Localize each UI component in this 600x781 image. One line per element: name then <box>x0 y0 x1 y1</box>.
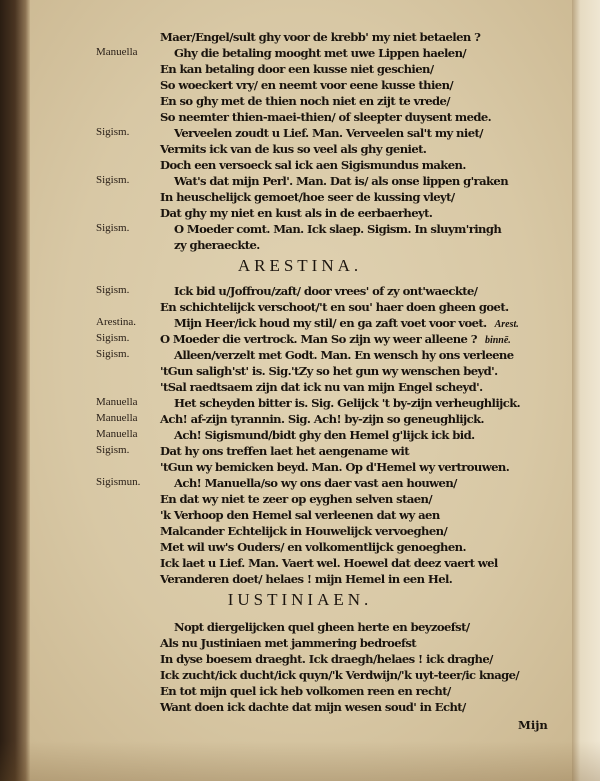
verse-text: O Moeder die vertrock. Man So zijn wy weer alleene ? <box>160 332 477 346</box>
verse-line <box>0 682 600 698</box>
verse-body <box>160 458 509 475</box>
verse-text: Nopt diergelijcken quel gheen herte en beyzoefst/ <box>174 620 470 634</box>
verse-body <box>174 220 501 237</box>
verse-text: Met wil uw's Ouders/ en volkomentlijck genoeghen. <box>160 540 466 554</box>
catchword: Mijn <box>518 718 548 732</box>
verse-text: 'tGun wy bemicken beyd. Man. Op d'Hemel wy vertrouwen. <box>160 460 510 474</box>
verse-body <box>174 474 457 491</box>
verse-body <box>160 188 455 205</box>
verse-body <box>160 378 483 395</box>
verse-line <box>0 634 600 650</box>
verse-text: In heuschelijck gemoet/hoe seer de kussing vleyt/ <box>160 190 455 204</box>
verse-line <box>0 394 600 410</box>
verse-line <box>0 92 600 108</box>
dialogue-block-arestina <box>0 282 600 586</box>
verse-text: Ick bid u/Joffrou/zaft/ door vrees' of zy ont'waeckte/ <box>174 284 478 298</box>
verse-body <box>174 236 260 253</box>
verse-line <box>0 362 600 378</box>
verse-body <box>174 346 514 363</box>
verse-body <box>160 570 452 587</box>
verse-body <box>160 92 450 109</box>
verse-text: Ick zucht/ick ducht/ick quyn/'k Verdwijn/'k uyt-teer/ic knage/ <box>160 668 520 682</box>
heading-iustiniaen: IUSTINIAEN. <box>227 590 373 609</box>
speaker-name: Sigism. <box>96 348 130 360</box>
verse-body <box>174 282 477 299</box>
verse-body <box>160 666 519 683</box>
verse-text: Alleen/verzelt met Godt. Man. En wensch hy ons verleene <box>174 348 514 362</box>
verse-body <box>160 538 466 555</box>
verse-line <box>0 204 600 220</box>
verse-text: Verveelen zoudt u Lief. Man. Verveelen sal't my niet/ <box>174 126 483 140</box>
verse-body <box>160 522 447 539</box>
speaker-name: Manuella <box>96 412 138 424</box>
verse-text: Ghy die betaling mooght met uwe Lippen haelen/ <box>174 46 467 60</box>
verse-body <box>160 442 409 459</box>
verse-body <box>160 298 509 315</box>
verse-line <box>0 124 600 140</box>
speaker-name: Sigism. <box>96 444 130 456</box>
speaker-name: Sigism. <box>96 126 130 138</box>
verse-body <box>160 204 432 221</box>
verse-line <box>0 650 600 666</box>
verse-body <box>160 140 426 157</box>
verse-line <box>0 188 600 204</box>
verse-line <box>0 410 600 426</box>
speaker-name: Sigism. <box>96 222 130 234</box>
verse-line <box>0 522 600 538</box>
verse-text: O Moeder comt. Man. Ick slaep. Sigism. In sluym'ringh <box>174 222 502 236</box>
verse-line <box>0 426 600 442</box>
verse-text: En tot mijn quel ick heb volkomen reen en recht/ <box>160 684 451 698</box>
verse-line <box>0 108 600 124</box>
verse-line <box>0 28 600 44</box>
verse-text: Vermits ick van de kus so veel als ghy geniet. <box>160 142 427 156</box>
verse-body <box>160 362 498 379</box>
verse-text: Malcander Echtelijck in Houwelijck vervoeghen/ <box>160 524 448 538</box>
speaker-name: Sigismun. <box>96 476 141 488</box>
verse-text: Want doen ick dachte dat mijn wesen soud' in Echt/ <box>160 700 466 714</box>
verse-line <box>0 506 600 522</box>
verse-body <box>160 650 493 667</box>
speaker-name: Manuella <box>96 46 138 58</box>
verse-line <box>0 538 600 554</box>
heading-arestina: ARESTINA. <box>237 256 363 275</box>
dialogue-block-iustiniaen <box>0 618 600 714</box>
speaker-name: Sigism. <box>96 284 130 296</box>
speaker-name: Manuella <box>96 428 138 440</box>
verse-text: En kan betaling door een kusse niet geschien/ <box>160 62 434 76</box>
verse-line <box>0 220 600 236</box>
verse-body <box>160 28 480 45</box>
verse-text: Doch een versoeck sal ick aen Sigismundus maken. <box>160 158 466 172</box>
verse-body <box>160 698 466 715</box>
verse-body <box>174 124 483 141</box>
verse-line <box>0 474 600 490</box>
verse-body <box>174 618 470 635</box>
verse-text: Maer/Engel/sult ghy voor de krebb' my niet betaelen ? <box>160 30 481 44</box>
verse-line <box>0 666 600 682</box>
verse-line <box>0 378 600 394</box>
verse-body <box>174 426 475 443</box>
verse-text: Ick laet u Lief. Man. Vaert wel. Hoewel dat deez vaert wel <box>160 556 498 570</box>
verse-line <box>0 490 600 506</box>
verse-body <box>160 410 484 427</box>
verse-text: In dyse boesem draeght. Ick draegh/helaes ! ick draghe/ <box>160 652 493 666</box>
verse-body <box>160 156 466 173</box>
verse-text: Ach! af-zijn tyrannin. Sig. Ach! by-zijn so geneughlijck. <box>160 412 484 426</box>
verse-text: Dat hy ons treffen laet het aengename wit <box>160 444 409 458</box>
verse-line <box>0 156 600 172</box>
verse-body <box>160 554 498 571</box>
verse-line <box>0 346 600 362</box>
verse-line <box>0 618 600 634</box>
verse-text: Ach! Sigismund/bidt ghy den Hemel g'lijck ick bid. <box>174 428 475 442</box>
verse-line <box>0 458 600 474</box>
page-shadow <box>0 741 600 781</box>
verse-text: Dat ghy my niet en kust als in de eerbaerheyt. <box>160 206 433 220</box>
verse-body <box>174 172 508 189</box>
dialogue-block-opening <box>0 28 600 252</box>
verse-text: zy gheraeckte. <box>174 238 260 252</box>
verse-body <box>160 60 433 77</box>
verse-line <box>0 442 600 458</box>
verse-line <box>0 60 600 76</box>
verse-text: 'k Verhoop den Hemel sal verleenen dat wy aen <box>160 508 440 522</box>
verse-text: En schichtelijck verschoot/'t en sou' haer doen gheen goet. <box>160 300 509 314</box>
verse-line <box>0 282 600 298</box>
verse-line <box>0 44 600 60</box>
verse-body <box>160 108 491 125</box>
verse-text: Als nu Justiniaen met jammering bedroefst <box>160 636 417 650</box>
verse-body <box>160 506 440 523</box>
verse-line <box>0 314 600 330</box>
verse-text: En so ghy met de thien noch niet en zijt te vrede/ <box>160 94 450 108</box>
verse-line <box>0 698 600 714</box>
verse-text: So neemter thien-maei-thien/ of sleepter duysent mede. <box>160 110 492 124</box>
speaker-name: Sigism. <box>96 332 130 344</box>
verse-line <box>0 172 600 188</box>
verse-body <box>160 490 432 507</box>
verse-body <box>174 394 520 411</box>
verse-body <box>160 682 451 699</box>
speaker-name: Manuella <box>96 396 138 408</box>
speaker-name: Arestina. <box>96 316 137 328</box>
verse-text: So woeckert vry/ en neemt voor eene kusse thien/ <box>160 78 454 92</box>
verse-text: Veranderen doet/ helaes ! mijn Hemel in een Hel. <box>160 572 453 586</box>
stage-direction: Arest. <box>494 319 519 330</box>
verse-line <box>0 330 600 346</box>
verse-text: 'tGun saligh'st' is. Sig.'tZy so het gun wy wenschen beyd'. <box>160 364 498 378</box>
verse-text: Het scheyden bitter is. Sig. Gelijck 't by-zijn verheughlijck. <box>174 396 521 410</box>
verse-text: Ach! Manuella/so wy ons daer vast aen houwen/ <box>174 476 457 490</box>
verse-text: Wat's dat mijn Perl'. Man. Dat is/ als onse lippen g'raken <box>174 174 509 188</box>
verse-body <box>160 76 453 93</box>
verse-text: En dat wy niet te zeer op eyghen selven staen/ <box>160 492 433 506</box>
verse-line <box>0 140 600 156</box>
verse-line <box>0 298 600 314</box>
verse-line <box>0 76 600 92</box>
verse-body <box>174 44 466 61</box>
verse-line <box>0 554 600 570</box>
speaker-name: Sigism. <box>96 174 130 186</box>
stage-direction: binnē. <box>484 335 511 346</box>
verse-line <box>0 570 600 586</box>
verse-text: 'tSal raedtsaem zijn dat ick nu van mijn Engel scheyd'. <box>160 380 483 394</box>
verse-body <box>160 634 416 651</box>
verse-line <box>0 236 600 252</box>
verse-text: Mijn Heer/ick houd my stil/ en ga zaft voet voor voet. <box>174 316 487 330</box>
